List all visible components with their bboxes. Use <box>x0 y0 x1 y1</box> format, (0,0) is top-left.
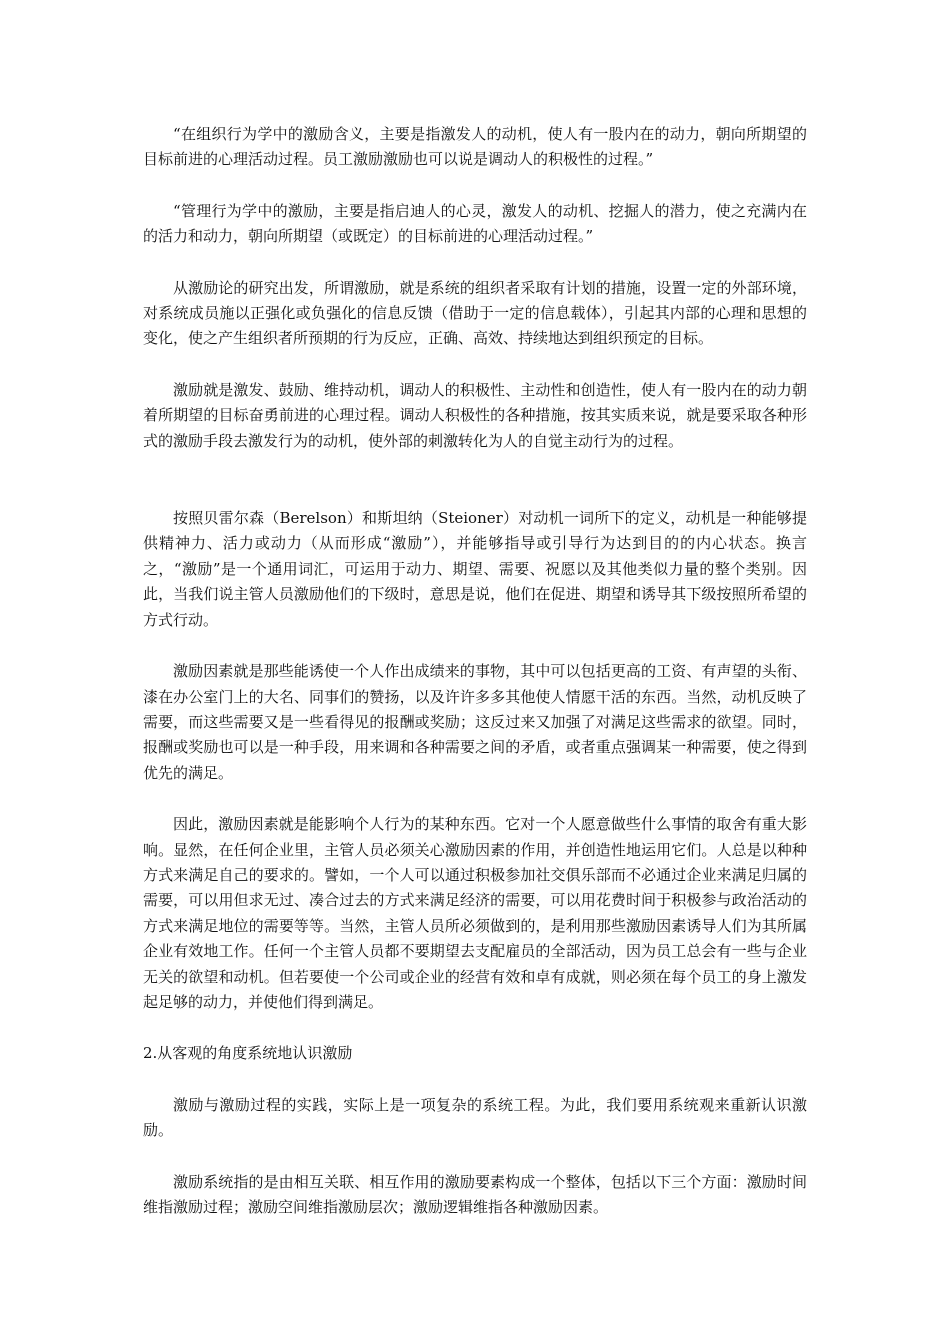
paragraph-motivation-process: 激励就是激发、鼓励、维持动机，调动人的积极性、主动性和创造性，使人有一股内在的动力朝着所期望的目标奋勇前进的心理过程。调动人积极性的各种措施，按其实质来说，就是要采取各种形式的激励手段去激发行为的动机，使外部的刺激转化为人的自觉主动行为的过程。 <box>143 380 807 450</box>
document-page <box>143 122 807 1220</box>
paragraph-motivator-influence: 因此，激励因素就是能影响个人行为的某种东西。它对一个人愿意做些什么事情的取舍有重大影响。显然，在任何企业里，主管人员必须关心激励因素的作用，并创造性地运用它们。人总是以种种方式来满足自己的要求的。譬如，一个人可以通过积极参加社交俱乐部而不必通过企业来满足归属的需要，可以用但求无过、凑合过去的方式来满足经济的需要，可以用花费时间于积极参与政治活动的方式来满足地位的需要等等。当然，主管人员所必须做到的，是利用那些激励因素诱导人们为其所属企业有效地工作。任何一个主管人员都不要期望去支配雇员的全部活动，因为员工总会有一些与企业无关的欲望和动机。但若要使一个公司或企业的经营有效和卓有成就，则必须在每个员工的身上激发起足够的动力，并使他们得到满足。 <box>143 815 807 1011</box>
paragraph-management-behavior-definition: “管理行为学中的激励，主要是指启迪人的心灵，激发人的动机、挖掘人的潜力，使之充满内在的活力和动力，朝向所期望（或既定）的目标前进的心理活动过程。” <box>143 201 807 246</box>
paragraph-org-behavior-definition: “在组织行为学中的激励含义，主要是指激发人的动机，使人有一股内在的动力，朝向所期望的目标前进的心理活动过程。员工激励激励也可以说是调动人的积极性的过程。” <box>143 125 807 169</box>
paragraph-motivators: 激励因素就是那些能诱使一个人作出成绩来的事物，其中可以包括更高的工资、有声望的头衔、漆在办公室门上的大名、同事们的赞扬，以及许许多多其他使人情愿干活的东西。当然，动机反映了需要，而这些需要又是一些看得见的报酬或奖励；这反过来又加强了对满足这些需求的欲望。同时，报酬或奖励也可以是一种手段，用来调和各种需要之间的矛盾，或者重点强调某一种需要，使之得到优先的满足。 <box>143 662 807 782</box>
section-heading: 2.从客观的角度系统地认识激励 <box>143 1044 353 1063</box>
paragraph-motivation-system: 激励系统指的是由相互关联、相互作用的激励要素构成一个整体，包括以下三个方面：激励时间维指激励过程；激励空间维指激励层次；激励逻辑维指各种激励因素。 <box>143 1172 807 1216</box>
paragraph-berelson-steiner-definition: 按照贝雷尔森（Berelson）和斯坦纳（Steioner）对动机一词所下的定义，动机是一种能够提供精神力、活力或动力（从而形成“激励”），并能够指导或引导行为达到目的的内心状态。换言之，“激励”是一个通用词汇，可运用于动力、期望、需要、祝愿以及其他类似力量的整个类别。因此，当我们说主管人员激励他们的下级时，意思是说，他们在促进、期望和诱导其下级按照所希望的方式行动。 <box>143 509 807 629</box>
paragraph-system-engineering: 激励与激励过程的实践，实际上是一项复杂的系统工程。为此，我们要用系统观来重新认识激励。 <box>143 1095 807 1140</box>
paragraph-motivation-theory-definition: 从激励论的研究出发，所谓激励，就是系统的组织者采取有计划的措施，设置一定的外部环境，对系统成员施以正强化或负强化的信息反馈（借助于一定的信息载体），引起其内部的心理和思想的变化，使之产生组织者所预期的行为反应，正确、高效、持续地达到组织预定的目标。 <box>143 278 807 348</box>
